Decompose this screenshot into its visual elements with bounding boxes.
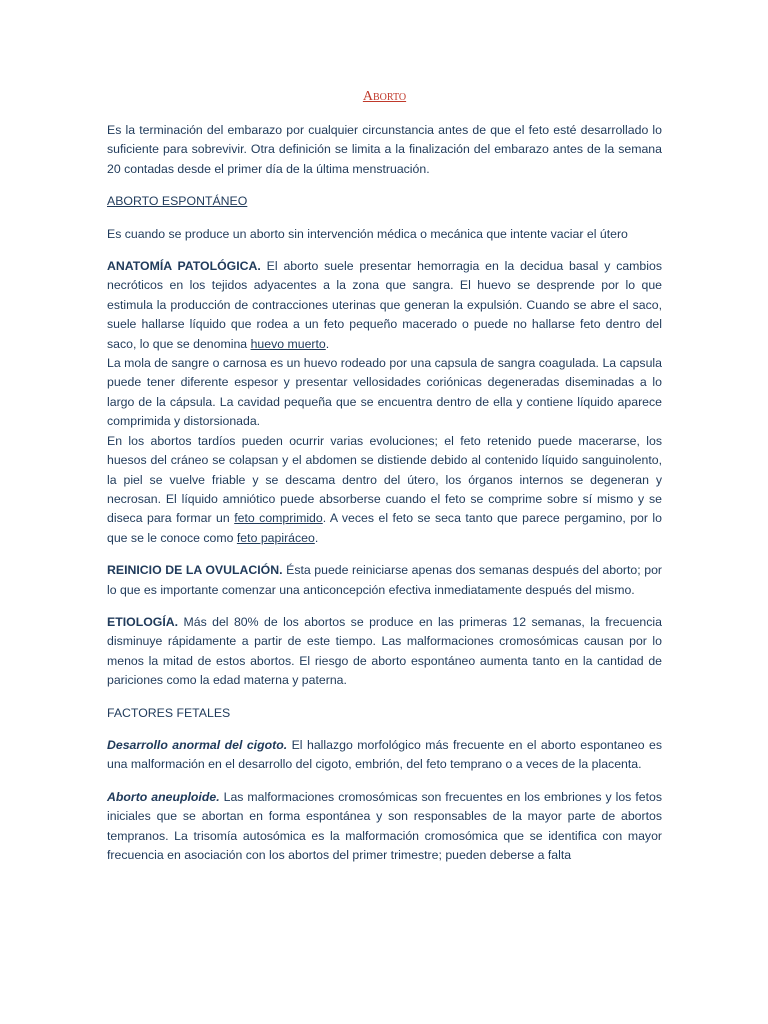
etiology-label: ETIOLOGÍA.: [107, 614, 179, 629]
pathology-paragraph: [107, 257, 662, 354]
section-heading-fetal: FACTORES FETALES: [107, 705, 231, 720]
ovulation-paragraph: [107, 561, 662, 600]
term-huevo-muerto: huevo muerto: [250, 336, 326, 351]
late-end: .: [314, 530, 319, 545]
mola-paragraph: La mola de sangre o carnosa es un huevo rodeado por una capsula de sangra coagulada. La capsula puede tener diferente espesor y presentar vellosidades coriónicas degeneradas diseminadas a lo largo de la cápsula. La cavidad pequeña que se encuentra dentro de ella y contiene líquido aparece comprimida y distorsionada.: [107, 356, 662, 429]
pathology-text: El aborto suele presentar hemorragia en la decidua basal y cambios necróticos en los tejidos adyacentes a la zona que sangra. El huevo se desprende por lo que estimula la producción de contracciones uterinas que generan la expulsión. Cuando se abre el saco, suele hallarse líquido que rodea a un feto pequeño macerado o puede no hallarse feto dentro del saco, lo que se denomina: [107, 259, 662, 351]
spontaneous-definition: Es cuando se produce un aborto sin intervención médica o mecánica que intente vaciar el útero: [107, 226, 628, 241]
zygote-label: Desarrollo anormal del cigoto.: [107, 737, 288, 752]
zygote-text: El hallazgo morfológico más frecuente en el aborto espontaneo es una malformación en el desarrollo del cigoto, embrión, del feto temprano o a veces de la placenta.: [107, 737, 662, 772]
term-feto-comprimido: feto comprimido: [234, 511, 323, 526]
late-text: En los abortos tardíos pueden ocurrir varias evoluciones; el feto retenido puede macerarse, los huesos del cráneo se colapsan y el abdomen se distiende debido al contenido líquido sanguinolento, la piel se vuelve friable y se descama dentro del útero, los órganos internos se degeneran y necrosan. El líquido amniótico puede absorberse cuando el feto se comprime sobre sí mismo y se diseca para formar un: [107, 433, 662, 526]
pathology-end: .: [325, 336, 330, 351]
intro-paragraph: Es la terminación del embarazo por cualquier circunstancia antes de que el feto esté desarrollado lo suficiente para sobrevivir. Otra definición se limita a la finalización del embarazo antes de la semana 20 contadas desde el primer día de la última menstruación.: [107, 123, 662, 176]
etiology-paragraph: [107, 613, 662, 691]
etiology-text: Más del 80% de los abortos se produce en las primeras 12 semanas, la frecuencia disminuye rápidamente a partir de este tiempo. Las malformaciones cromosómicas causan por lo menos la mitad de estos abortos. El riesgo de aborto espontáneo aumenta tanto en la cantidad de pariciones como la edad materna y paterna.: [107, 614, 662, 688]
term-feto-papiraceo: feto papiráceo: [236, 530, 315, 545]
aneuploid-text: Las malformaciones cromosómicas son frecuentes en los embriones y los fetos iniciales que se abortan en forma espontánea y son responsables de la mayor parte de abortos tempranos. La trisomía autosómica es la malformación cromosómica que se identifica con mayor frecuencia en asociación con los abortos del primer trimestre; pueden deberse a falta: [107, 789, 662, 862]
section-heading-spontaneous: ABORTO ESPONTÁNEO: [107, 194, 248, 209]
zygote-paragraph: [107, 736, 662, 775]
document-page: [107, 88, 662, 878]
document-title: Aborto: [362, 89, 407, 104]
late-middle: . A veces el feto se seca tanto que parece pergamino, por lo que se le conoce como: [107, 511, 662, 545]
ovulation-label: REINICIO DE LA OVULACIÓN.: [107, 563, 283, 578]
aneuploid-paragraph: [107, 788, 662, 866]
pathology-label: ANATOMÍA PATOLÓGICA.: [107, 259, 261, 274]
late-abortion-paragraph: [107, 432, 662, 548]
aneuploid-label: Aborto aneuploide.: [107, 789, 220, 804]
ovulation-text: Ésta puede reiniciarse apenas dos semanas después del aborto; por lo que es importante comenzar una anticoncepción efectiva inmediatamente después del mismo.: [107, 563, 663, 597]
